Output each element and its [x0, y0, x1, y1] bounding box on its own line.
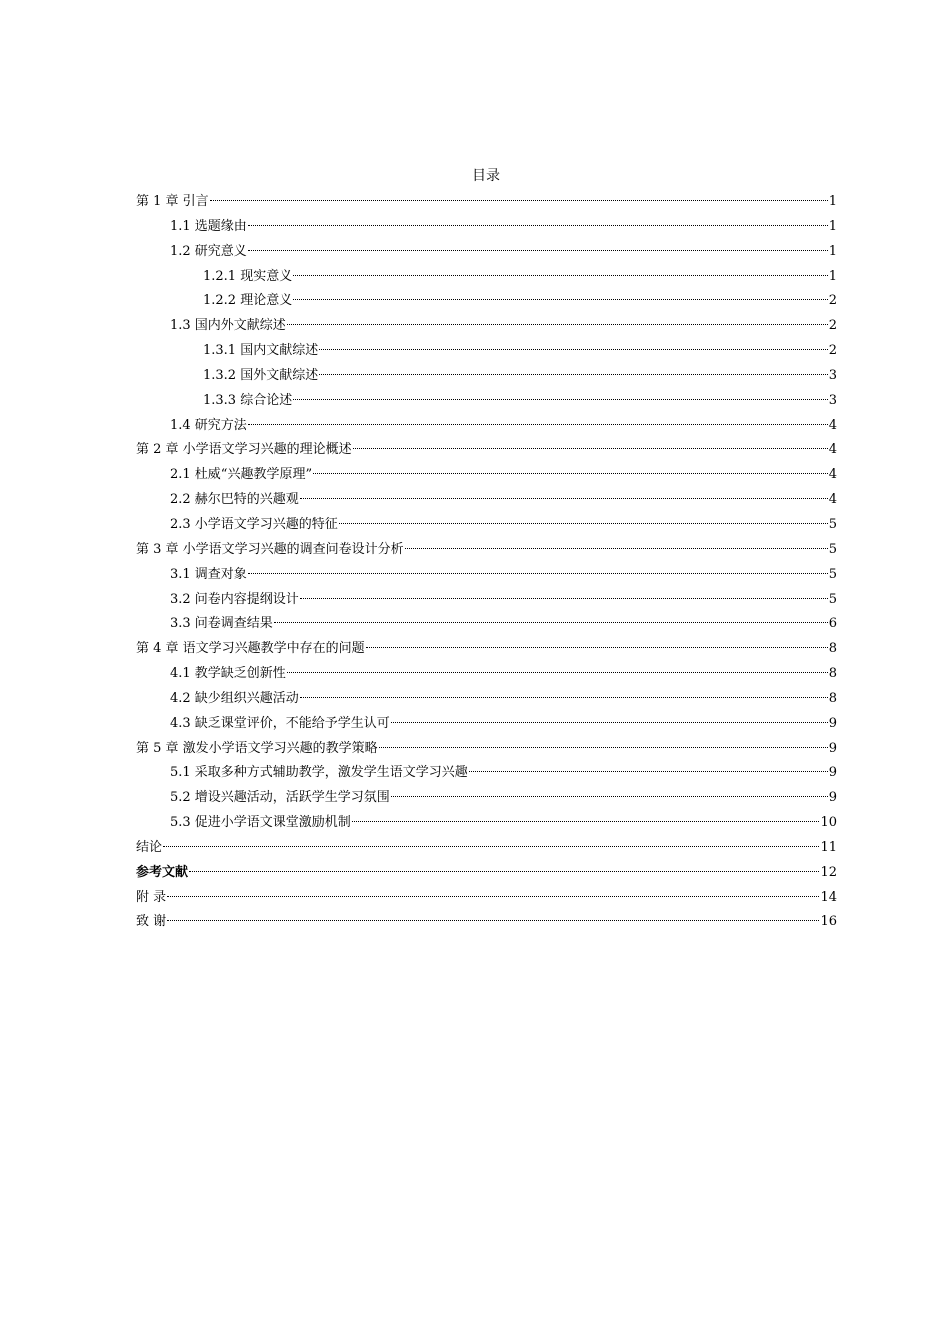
toc-entry-title: 第 3 章 小学语文学习兴趣的调查问卷设计分析: [136, 541, 404, 557]
toc-page-number: 12: [820, 864, 837, 880]
toc-entry-title: 参考文献: [136, 864, 189, 880]
toc-entry-title: 1.2.1 现实意义: [203, 268, 293, 284]
toc-entry-title: 2.1 杜威“兴趣教学原理”: [170, 467, 313, 483]
toc-page-number: 9: [828, 790, 837, 806]
toc-dot-leader: [339, 523, 828, 524]
toc-page-number: 4: [828, 467, 837, 483]
toc-entry[interactable]: [136, 315, 837, 340]
toc-entry-title: 3.2 问卷内容提纲设计: [170, 591, 299, 607]
toc-entry[interactable]: [136, 589, 837, 614]
toc-entry-title: 第 5 章 激发小学语文学习兴趣的教学策略: [136, 740, 378, 756]
toc-entry[interactable]: [136, 713, 837, 738]
toc-dot-leader: [287, 672, 828, 673]
toc-page-number: 9: [828, 765, 837, 781]
toc-entry-title: 1.3 国内外文献综述: [170, 318, 286, 334]
toc-entry[interactable]: [136, 216, 837, 241]
toc-entry-title: 1.1 选题缘由: [170, 218, 247, 234]
toc-dot-leader: [274, 622, 828, 623]
toc-dot-leader: [189, 871, 819, 872]
toc-entry-title: 5.3 促进小学语文课堂激励机制: [170, 815, 351, 831]
toc-page-number: 4: [828, 492, 837, 508]
toc-dot-leader: [391, 796, 828, 797]
toc-page-number: 2: [828, 293, 837, 309]
toc-entry-title: 4.3 缺乏课堂评价，不能给予学生认可: [170, 715, 390, 731]
toc-dot-leader: [469, 771, 828, 772]
toc-entry[interactable]: [136, 439, 837, 464]
toc-page-number: 8: [828, 690, 837, 706]
toc-entry[interactable]: [136, 365, 837, 390]
toc-page-number: 16: [820, 914, 837, 930]
toc-page-number: 5: [828, 591, 837, 607]
toc-dot-leader: [353, 448, 828, 449]
toc-entry[interactable]: [136, 911, 837, 936]
toc-dot-leader: [379, 747, 828, 748]
toc-entry-title: 3.3 问卷调查结果: [170, 616, 273, 632]
toc-dot-leader: [319, 349, 828, 350]
toc-entry[interactable]: [136, 812, 837, 837]
toc-page-number: 11: [820, 839, 837, 855]
toc-entry-title: 致 谢: [136, 914, 167, 930]
toc-page-number: 3: [828, 367, 837, 383]
toc-entry[interactable]: [136, 638, 837, 663]
toc-entry[interactable]: [136, 539, 837, 564]
toc-entry[interactable]: [136, 787, 837, 812]
toc-entry-title: 结论: [136, 839, 163, 855]
toc-dot-leader: [300, 598, 828, 599]
toc-entry-title: 1.3.3 综合论述: [203, 392, 293, 408]
toc-page-number: 1: [828, 268, 837, 284]
toc-entry[interactable]: [136, 415, 837, 440]
toc-page-number: 5: [828, 541, 837, 557]
toc-dot-leader: [319, 374, 828, 375]
toc-dot-leader: [167, 896, 819, 897]
toc-entry[interactable]: [136, 390, 837, 415]
toc-entry[interactable]: [136, 489, 837, 514]
toc-dot-leader: [352, 821, 820, 822]
toc-dot-leader: [300, 697, 828, 698]
toc-dot-leader: [287, 324, 828, 325]
toc-entry[interactable]: [136, 887, 837, 912]
toc-entry-title: 附 录: [136, 889, 167, 905]
toc-entry-title: 4.1 教学缺乏创新性: [170, 666, 286, 682]
toc-dot-leader: [248, 225, 828, 226]
toc-entry-title: 1.4 研究方法: [170, 417, 247, 433]
toc-page-number: 3: [828, 392, 837, 408]
toc-entry-title: 2.3 小学语文学习兴趣的特征: [170, 516, 338, 532]
toc-page-number: 9: [828, 715, 837, 731]
toc-list: [136, 191, 837, 936]
toc-dot-leader: [405, 548, 828, 549]
toc-entry-title: 1.2.2 理论意义: [203, 293, 293, 309]
toc-page-number: 10: [820, 815, 837, 831]
toc-page-number: 2: [828, 343, 837, 359]
toc-entry-title: 1.3.1 国内文献综述: [203, 343, 319, 359]
toc-entry-title: 2.2 赫尔巴特的兴趣观: [170, 492, 299, 508]
toc-entry[interactable]: [136, 191, 837, 216]
toc-entry[interactable]: [136, 564, 837, 589]
toc-page-number: 4: [828, 442, 837, 458]
toc-dot-leader: [391, 722, 828, 723]
toc-title: 目录: [472, 168, 500, 184]
toc-page-number: 1: [828, 194, 837, 209]
toc-page-number: 5: [828, 566, 837, 582]
toc-entry-title: 第 2 章 小学语文学习兴趣的理论概述: [136, 442, 352, 458]
toc-dot-leader: [293, 299, 828, 300]
toc-page-number: 5: [828, 516, 837, 532]
toc-dot-leader: [248, 424, 828, 425]
toc-entry[interactable]: [136, 340, 837, 365]
toc-entry[interactable]: [136, 688, 837, 713]
toc-page-number: 4: [828, 417, 837, 433]
toc-dot-leader: [300, 498, 828, 499]
toc-page-number: 1: [828, 243, 837, 259]
toc-page-number: 14: [820, 889, 837, 905]
toc-entry[interactable]: [136, 290, 837, 315]
toc-entry-title: 5.1 采取多种方式辅助教学，激发学生语文学习兴趣: [170, 765, 468, 781]
toc-dot-leader: [248, 573, 828, 574]
toc-page-number: 8: [828, 641, 837, 657]
toc-entry-title: 第 4 章 语文学习兴趣教学中存在的问题: [136, 641, 365, 657]
toc-dot-leader: [163, 846, 819, 847]
toc-entry[interactable]: [136, 514, 837, 539]
toc-dot-leader: [167, 920, 819, 921]
toc-page-number: 9: [828, 740, 837, 756]
toc-dot-leader: [366, 647, 828, 648]
toc-entry[interactable]: [136, 266, 837, 291]
toc-page-number: 2: [828, 318, 837, 334]
toc-entry[interactable]: [136, 241, 837, 266]
toc-entry[interactable]: [136, 663, 837, 688]
toc-page-number: 1: [828, 218, 837, 234]
toc-entry[interactable]: [136, 613, 837, 638]
toc-entry-title: 1.2 研究意义: [170, 243, 247, 259]
toc-page-number: 8: [828, 666, 837, 682]
toc-entry-title: 5.2 增设兴趣活动，活跃学生学习氛围: [170, 790, 390, 806]
toc-dot-leader: [313, 473, 828, 474]
toc-page-number: 6: [828, 616, 837, 632]
toc-entry-title: 1.3.2 国外文献综述: [203, 367, 319, 383]
toc-entry[interactable]: [136, 464, 837, 489]
toc-entry[interactable]: [136, 738, 837, 763]
toc-dot-leader: [248, 250, 828, 251]
toc-entry-title: 第 1 章 引言: [136, 194, 209, 209]
toc-entry[interactable]: [136, 762, 837, 787]
toc-dot-leader: [293, 275, 828, 276]
toc-entry-title: 4.2 缺少组织兴趣活动: [170, 690, 299, 706]
toc-dot-leader: [293, 399, 828, 400]
toc-entry-title: 3.1 调查对象: [170, 566, 247, 582]
toc-entry[interactable]: [136, 862, 837, 887]
toc-dot-leader: [210, 200, 828, 201]
toc-entry[interactable]: [136, 837, 837, 862]
